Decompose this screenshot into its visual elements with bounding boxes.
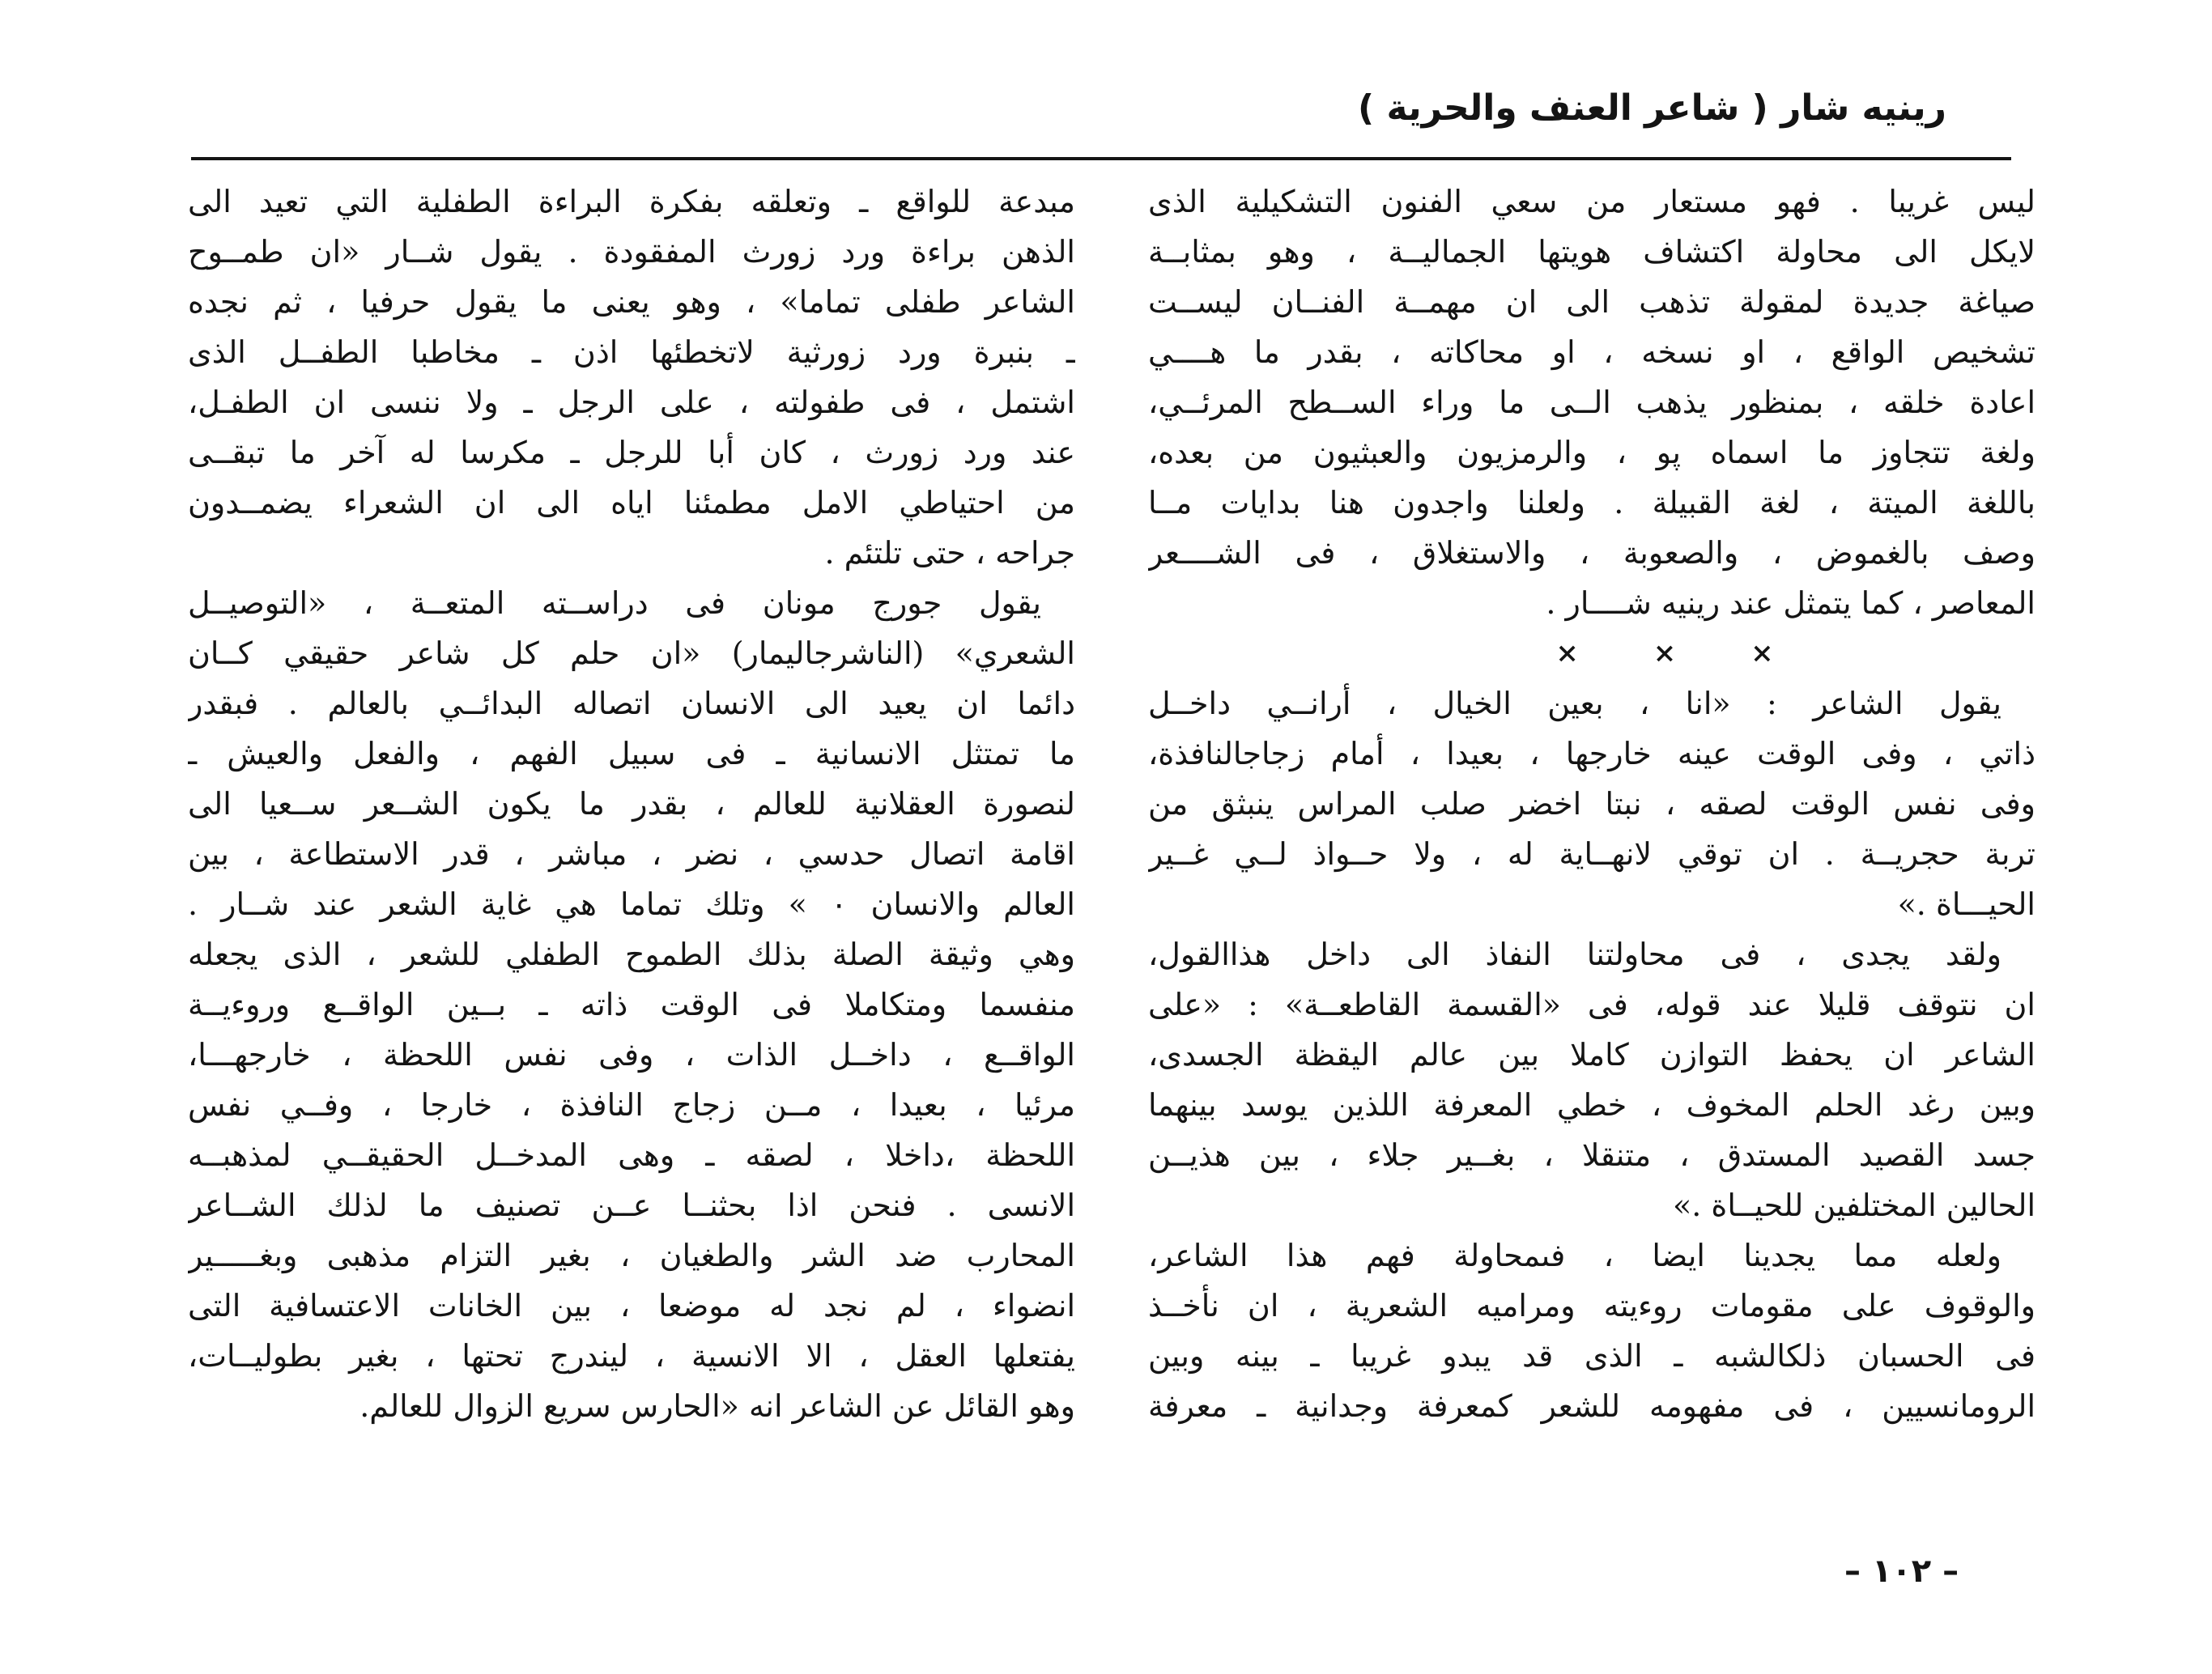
text-line: تشخيص الواقع ، او نسخه ، او محاكاته ، بقدر ما هــــي	[1148, 334, 2035, 370]
text-line: الانسى . فنحن اذا بحثنــا عــن تصنيف ما لذلك الشــاعر	[188, 1188, 1075, 1223]
left-column	[188, 176, 1075, 1431]
text-line: الشاعر ان يحفظ التوازن كاملا بين عالم اليقظة الجسدى،	[1148, 1037, 2035, 1073]
text-line: منفسما ومتكاملا فى الوقت ذاته ـ بــين الواقــع وروءيــة	[188, 987, 1075, 1022]
text-line: لنصورة العقلانية للعالم ، بقدر ما يكون الشــعر ســعيا الى	[188, 786, 1075, 822]
text-line: اشتمل ، فى طفولته ، على الرجل ـ ولا ننسى ان الطفـل،	[188, 385, 1075, 420]
text-line: المعاصر ، كما يتمثل عند رينيه شــــار .	[1546, 585, 2035, 621]
paragraph	[188, 929, 1075, 1431]
text-line: الحيـــاة .»	[1897, 886, 2035, 922]
paragraph	[1148, 1230, 2035, 1431]
text-line: الذهن براءة ورد زورث المفقودة . يقول شــار «ان طمــوح	[188, 234, 1075, 270]
text-line: العالم والانسان ٠ » وتلك تماما هي غاية الشعر عند شــار .	[188, 886, 1075, 922]
header-rule	[191, 157, 2011, 160]
text-line: المحارب ضد الشر والطغيان ، بغير التزام مذهبى وبغـــــير	[188, 1238, 1075, 1273]
text-line: الشاعر طفلى تماما» ، وهو يعنى ما يقول حرفيا ، ثم نجده	[188, 284, 1075, 320]
paragraph	[1148, 929, 2035, 1230]
text-line: ولعله مما يجدينا ايضا ، فىمحاولة فهم هذا الشاعر،	[1148, 1238, 2001, 1273]
right-column	[1148, 176, 2035, 1431]
text-line: ـ بنبرة ورد زورثية لاتخطئها اذن ـ مخاطبا الطفــل الذى	[188, 334, 1075, 370]
paragraph	[1148, 176, 2035, 628]
text-line: وهي وثيقة الصلة بذلك الطموح الطفلي للشعر ، الذى يجعله	[188, 937, 1075, 972]
text-line: والوقوف على مقومات روءيته ومراميه الشعرية ، ان نأخــذ	[1148, 1288, 2035, 1323]
text-line: ليس غريبا . فهو مستعار من سعي الفنون التشكيلية الذى	[1148, 184, 2035, 219]
running-head-title: رينيه شار ( شاعر العنف والحرية )	[1358, 87, 1946, 129]
text-line: اللحظة ،داخلا ، لصقه ـ وهى المدخــل الحقيقــي لمذهبــه	[188, 1137, 1075, 1173]
text-line: انضواء ، لم نجد له موضعا ، بين الخانات الاعتسافية التى	[188, 1288, 1075, 1323]
text-line: ما تمتثل الانسانية ـ فى سبيل الفهم ، والفعل والعيش ـ	[188, 736, 1075, 771]
text-line: فى الحسبان ذلكالشبه ـ الذى قد يبدو غريبا ـ بينه وبين	[1148, 1338, 2035, 1374]
text-line: لايكل الى محاولة اكتشاف هويتها الجماليــة ، وهو بمثابــة	[1148, 234, 2035, 270]
text-line: ذاتي ، وفى الوقت عينه خارجها ، بعيدا ، أمام زجاجالنافذة،	[1148, 736, 2035, 771]
text-line: عند ورد زورث ، كان أبا للرجل ـ مكرسا له آخر ما تبقــى	[188, 435, 1075, 470]
text-line: وصف بالغموض ، والصعوبة ، والاستغلاق ، فى الشــــعر	[1148, 535, 2035, 571]
text-line: جسد القصيد المستدق ، متنقلا ، بغــير جلاء ، بين هذيــن	[1148, 1137, 2035, 1173]
text-line: جراحه ، حتى تلتئم .	[824, 535, 1075, 571]
text-line: اعادة خلقه ، بمنظور يذهب الــى ما وراء الســطح المرئــي،	[1148, 385, 2035, 420]
text-line: الرومانسيين ، فى مفهومه للشعر كمعرفة وجدانية ـ معرفة	[1148, 1388, 2035, 1424]
text-line: الشعري» (الناشرجاليمار) «ان حلم كل شاعر حقيقي كــان	[188, 635, 1075, 671]
text-line: اقامة اتصال حدسي ، نضر ، مباشر ، قدر الاستطاعة ، بين	[188, 836, 1075, 872]
text-line: وفى نفس الوقت لصقه ، نبتا اخضر صلب المراس ينبثق من	[1148, 786, 2035, 822]
text-line: الحالين المختلفين للحيــاة .»	[1673, 1188, 2035, 1223]
text-line: وهو القائل عن الشاعر انه «الحارس سريع الزوال للعالم.	[359, 1388, 1075, 1424]
paragraph	[1148, 678, 2035, 929]
text-line: ولقد يجدى ، فى محاولتنا النفاذ الى داخل هذاالقول،	[1148, 937, 2001, 972]
text-line: من احتياطي الامل مطمئنا اياه الى ان الشعراء يضمــدون	[188, 485, 1075, 520]
text-line: تربة حجريــة . ان توقي لانهــاية له ، ولا حــواذ لــي غــير	[1148, 836, 2035, 872]
text-line: دائما ان يعيد الى الانسان اتصاله البدائــي بالعالم . فبقدر	[188, 686, 1075, 721]
text-line: وبين رغد الحلم المخوف ، خطي المعرفة اللذين يوسد بينهما	[1148, 1087, 2035, 1123]
section-separator: × × ×	[1555, 637, 1806, 669]
text-line: باللغة الميتة ، لغة القبيلة . ولعلنا واجدون هنا بدايات مــا	[1148, 485, 2035, 520]
text-line: ولغة تتجاوز ما اسماه پو ، والرمزيون والعبثيون من بعده،	[1148, 435, 2035, 470]
text-line: مبدعة للواقع ـ وتعلقه بفكرة البراءة الطفلية التي تعيد الى	[188, 184, 1075, 219]
paragraph	[188, 578, 1075, 929]
text-line: الواقــع ، داخــل الذات ، وفى نفس اللحظة ، خارجهـــا،	[188, 1037, 1075, 1073]
text-line: ان نتوقف قليلا عند قوله، فى «القسمة القاطعــة» : «على	[1148, 987, 2035, 1022]
text-line: يقول الشاعر : «انا ، بعين الخيال ، أرانــي داخــل	[1148, 686, 2001, 721]
page-number: – ١٠٢ –	[1844, 1553, 1959, 1590]
text-line: يفتعلها العقل ، الا الانسية ، ليندرج تحتها ، بغير بطوليــات،	[188, 1338, 1075, 1374]
text-line: صياغة جديدة لمقولة تذهب الى ان مهمــة الفنــان ليســت	[1148, 284, 2035, 320]
text-line: مرئيا ، بعيدا ، مــن زجاج النافذة ، خارجا ، وفــي نفس	[188, 1087, 1075, 1123]
paragraph	[188, 176, 1075, 578]
text-line: يقول جورج مونان فى دراســته المتعــة ، «التوصيــل	[188, 585, 1041, 621]
